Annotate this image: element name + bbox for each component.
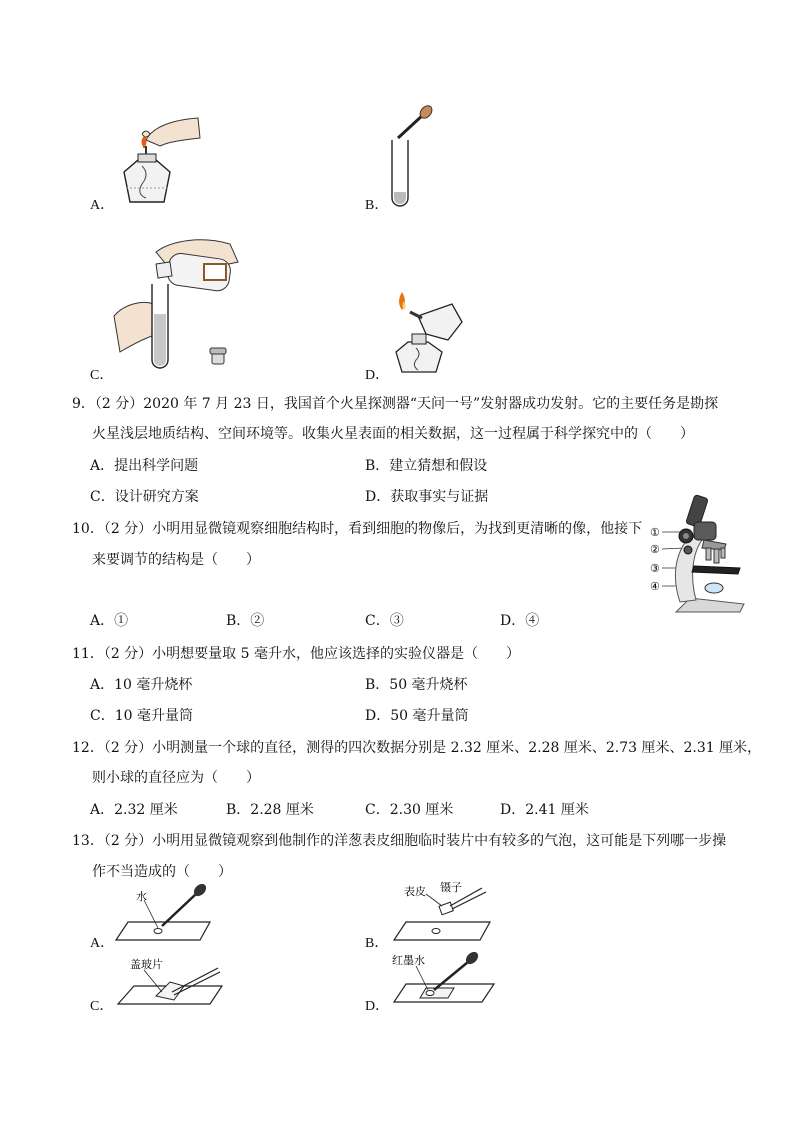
q12-stem-line1: 12．（2 分）小明测量一个球的直径，测得的四次数据分别是 2.32 厘米、2.28 厘米、2.73 厘米、2.31 厘米， [72,740,762,756]
q11-option-d[interactable]: D．50 毫升量筒 [365,708,469,724]
q9-option-b[interactable]: B．建立猜想和假设 [365,458,488,474]
microscope-icon [650,492,746,620]
slide-add-water-icon [114,880,218,944]
q8-option-a-label: A． [90,198,115,213]
q13-c-tag-cover-slip: 盖玻片 [130,958,163,971]
q13-b-tag-epidermis: 表皮 [404,885,426,898]
q13-b-tag-tweezers: 镊子 [440,881,462,894]
q12-option-b[interactable]: B．2.28 厘米 [226,802,314,818]
q12-stem-line2: 则小球的直径应为（ ） [92,770,260,786]
q13-option-a-label[interactable]: A． [90,936,115,951]
q13-stem-line2: 作不当造成的（ ） [92,864,232,880]
microscope-marker-4: ④ [650,580,660,593]
q12-option-c[interactable]: C．2.30 厘米 [365,802,454,818]
microscope-marker-3: ③ [650,562,660,575]
q13-a-tag-water: 水 [136,890,147,903]
q10-option-b[interactable]: B．② [226,613,265,629]
q12-option-d[interactable]: D．2.41 厘米 [500,802,589,818]
q9-stem-line2: 火星浅层地质结构、空间环境等。收集火星表面的相关数据，这一过程属于科学探究中的（ ） [92,426,694,442]
q13-option-c-label[interactable]: C． [90,999,114,1014]
q13-stem-line1: 13．（2 分）小明用显微镜观察到他制作的洋葱表皮细胞临时装片中有较多的气泡，这可能是下列哪一步操 [72,833,727,849]
q8-option-b-label: B． [365,198,389,213]
q8-option-d-label: D． [365,368,390,383]
q11-option-c[interactable]: C．10 毫升量筒 [90,708,193,724]
q11-stem-line1: 11．（2 分）小明想要量取 5 毫升水，他应该选择的实验仪器是（ ） [72,646,520,662]
q8-option-c-label: C． [90,368,114,383]
q13-option-b-label[interactable]: B． [365,936,389,951]
q10-stem-line1: 10．（2 分）小明用显微镜观察细胞结构时，看到细胞的物像后，为找到更清晰的像，他接下 [72,521,643,537]
slide-cover-slip-icon [114,956,226,1008]
q10-option-a[interactable]: A．① [90,613,129,629]
slide-place-epidermis-icon [390,882,498,944]
q9-option-c[interactable]: C．设计研究方案 [90,489,199,505]
alcohol-lamp-lighting-with-match-icon [112,110,204,210]
q9-option-a[interactable]: A．提出科学问题 [90,458,199,474]
q13-option-d-label[interactable]: D． [365,999,390,1014]
pouring-liquid-into-test-tube-icon [112,234,246,374]
q11-option-a[interactable]: A．10 毫升烧杯 [90,677,193,693]
q11-option-b[interactable]: B．50 毫升烧杯 [365,677,468,693]
lighting-lamp-with-another-lamp-icon [388,286,472,378]
q10-stem-line2: 来要调节的结构是（ ） [92,552,260,568]
q13-d-tag-red-ink: 红墨水 [392,954,425,967]
microscope-marker-2: ② [650,543,660,556]
q10-option-d[interactable]: D．④ [500,613,540,629]
q12-option-a[interactable]: A．2.32 厘米 [90,802,178,818]
test-tube-with-dropper-icon [388,104,438,208]
q9-stem-line1: 9．（2 分）2020 年 7 月 23 日，我国首个火星探测器“天问一号”发射器成功发射。它的主要任务是勘探 [72,396,719,412]
slide-stain-red-ink-icon [390,950,500,1006]
q10-option-c[interactable]: C．③ [365,613,404,629]
microscope-marker-1: ① [650,526,660,539]
q9-option-d[interactable]: D．获取事实与证据 [365,489,489,505]
